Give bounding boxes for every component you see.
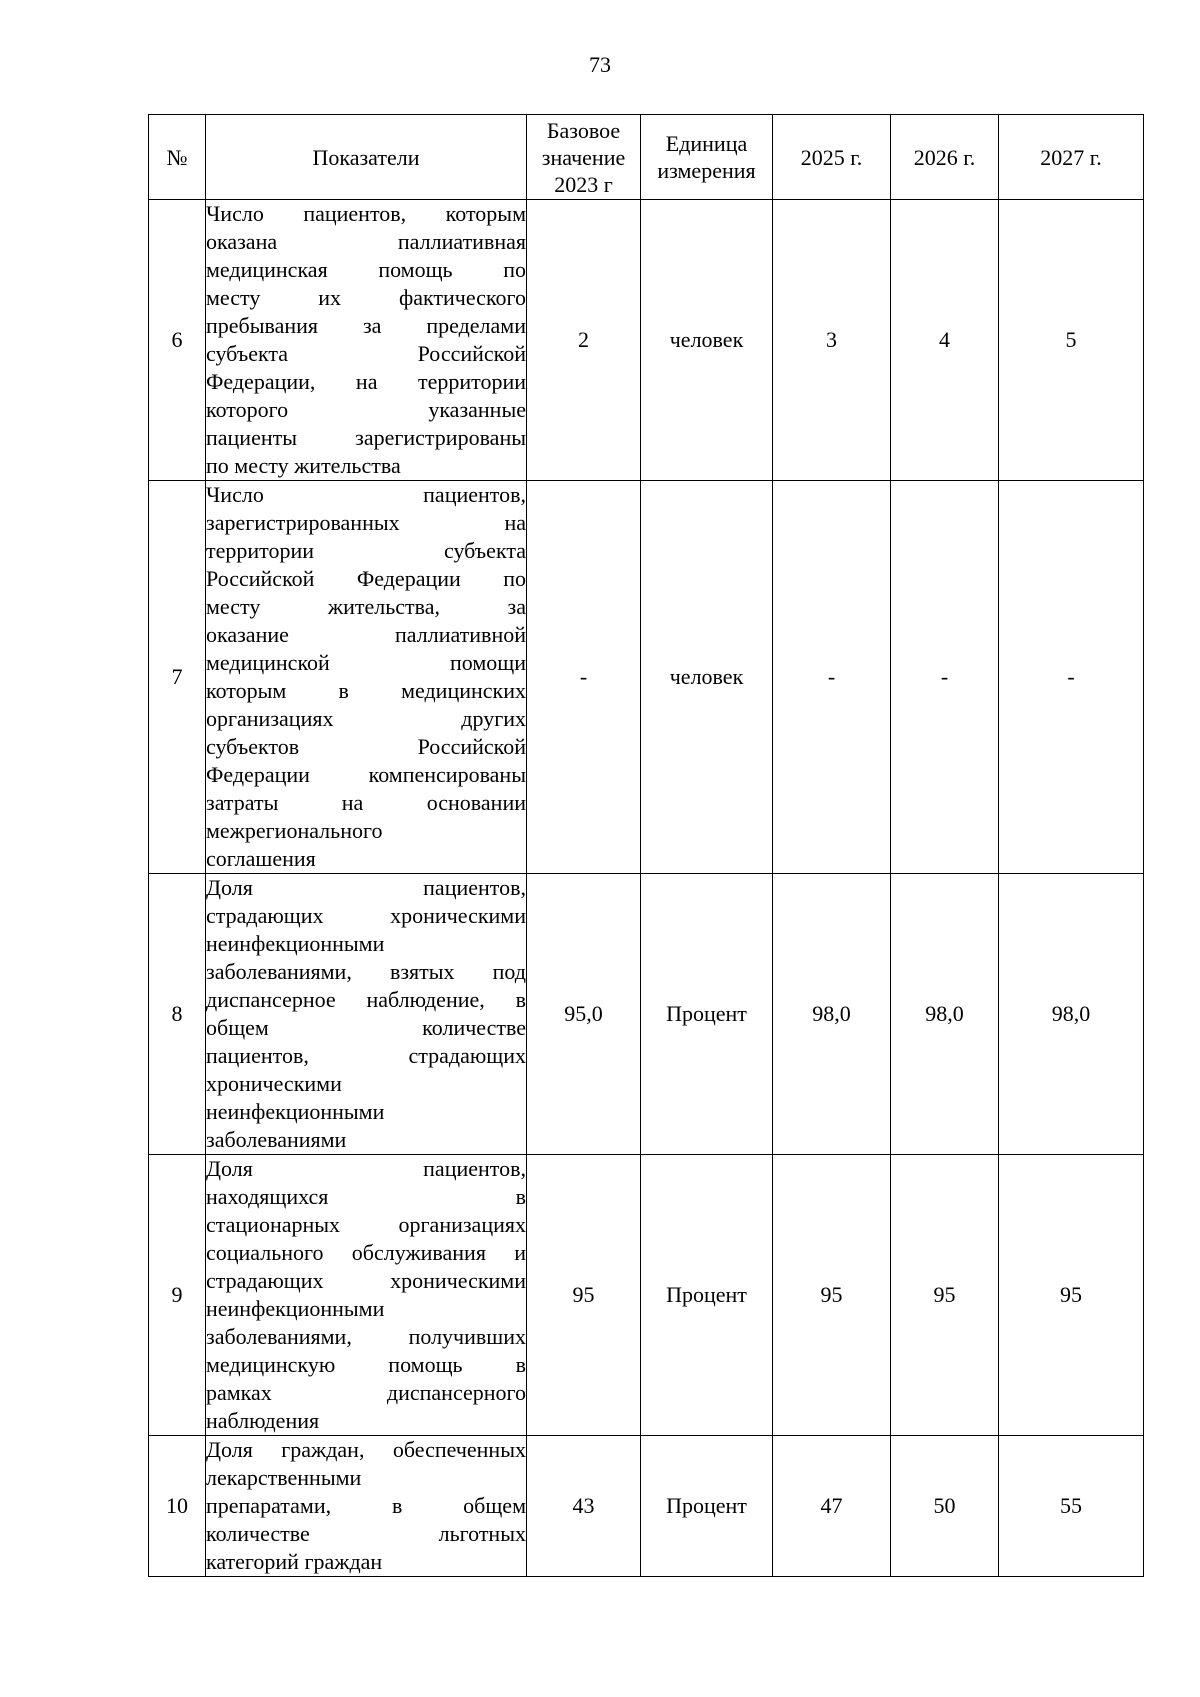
indicator-text-line: Федерации, на территории xyxy=(206,369,526,394)
indicator-name-cell xyxy=(206,481,527,874)
value-2025-cell: - xyxy=(773,481,891,874)
base-value-cell: 43 xyxy=(527,1436,641,1577)
indicator-text-line: Российской Федерации по xyxy=(206,566,526,591)
indicator-text-line: Доля граждан, обеспеченных xyxy=(206,1437,526,1462)
indicator-text-line: общем количестве xyxy=(206,1015,526,1040)
table-row xyxy=(149,200,1144,481)
value-2027-cell: - xyxy=(999,481,1144,874)
value-2025-cell: 95 xyxy=(773,1155,891,1436)
table-row xyxy=(149,1436,1144,1577)
indicator-text-line: субъекта Российской xyxy=(206,341,526,366)
value-2027-cell: 95 xyxy=(999,1155,1144,1436)
indicator-text-line: оказание паллиативной xyxy=(206,622,526,647)
indicator-text-line: неинфекционными xyxy=(206,1296,385,1321)
indicator-text-line: месту их фактического xyxy=(206,285,526,310)
header-2025: 2025 г. xyxy=(773,115,891,200)
indicator-name-cell xyxy=(206,1155,527,1436)
header-2026: 2026 г. xyxy=(891,115,999,200)
table-body xyxy=(149,200,1144,1577)
unit-cell: Процент xyxy=(641,874,773,1155)
indicator-text-line: категорий граждан xyxy=(206,1549,383,1574)
indicator-text-line: оказана паллиативная xyxy=(206,229,526,254)
base-value-cell: 2 xyxy=(527,200,641,481)
indicator-text-line: организациях других xyxy=(206,706,526,731)
header-indicator: Показатели xyxy=(206,115,527,200)
table-row xyxy=(149,1155,1144,1436)
indicator-text-line: неинфекционными xyxy=(206,931,385,956)
base-value-cell: - xyxy=(527,481,641,874)
unit-cell: человек xyxy=(641,481,773,874)
page-number: 73 xyxy=(589,52,611,77)
indicator-name-cell xyxy=(206,200,527,481)
indicator-text-line: которого указанные xyxy=(206,397,526,422)
indicator-text-line: межрегионального xyxy=(206,818,383,843)
header-2027: 2027 г. xyxy=(999,115,1144,200)
value-2027-cell: 98,0 xyxy=(999,874,1144,1155)
indicator-text-line: затраты на основании xyxy=(206,790,526,815)
value-2025-cell: 3 xyxy=(773,200,891,481)
header-base-value xyxy=(527,115,641,200)
value-2025-cell: 47 xyxy=(773,1436,891,1577)
unit-cell: Процент xyxy=(641,1155,773,1436)
indicator-text-line: социального обслуживания и xyxy=(206,1240,526,1265)
indicator-text-line: пациентов, страдающих xyxy=(206,1043,526,1068)
table-row xyxy=(149,481,1144,874)
indicator-text-line: стационарных организациях xyxy=(206,1212,526,1237)
row-number-cell: 10 xyxy=(149,1436,206,1577)
row-number-cell: 7 xyxy=(149,481,206,874)
base-value-cell: 95,0 xyxy=(527,874,641,1155)
row-number-cell: 8 xyxy=(149,874,206,1155)
indicators-table xyxy=(148,114,1144,1577)
indicator-text-line: субъектов Российской xyxy=(206,734,526,759)
indicator-text-line: препаратами, в общем xyxy=(206,1493,526,1518)
indicator-text-line: страдающих хроническими xyxy=(206,1268,526,1293)
indicator-text-line: которым в медицинских xyxy=(206,678,526,703)
indicator-text-line: заболеваниями, взятых под xyxy=(206,959,526,984)
indicator-text-line: диспансерное наблюдение, в xyxy=(206,987,526,1012)
indicator-text-line: заболеваниями, получивших xyxy=(206,1324,526,1349)
indicator-text-line: количестве льготных xyxy=(206,1521,526,1546)
header-unit-line: Единица xyxy=(665,131,748,156)
indicator-text-line: медицинскую помощь в xyxy=(206,1352,526,1377)
indicator-text-line: Число пациентов, которым xyxy=(206,201,526,226)
indicator-text-line: находящихся в xyxy=(206,1184,526,1209)
indicator-text-line: рамках диспансерного xyxy=(206,1380,526,1405)
value-2025-cell: 98,0 xyxy=(773,874,891,1155)
indicator-text-line: лекарственными xyxy=(206,1465,362,1490)
indicator-text-line: страдающих хроническими xyxy=(206,903,526,928)
header-base-line: 2023 г xyxy=(554,171,613,197)
indicator-text-line: Доля пациентов, xyxy=(206,1156,526,1181)
header-unit xyxy=(641,115,773,200)
value-2026-cell: 50 xyxy=(891,1436,999,1577)
header-number: № xyxy=(149,115,206,200)
header-base-line: Базовое xyxy=(546,117,621,143)
indicator-text-line: Федерации компенсированы xyxy=(206,762,526,787)
value-2026-cell: 4 xyxy=(891,200,999,481)
indicator-text-line: по месту жительства xyxy=(206,453,401,478)
indicator-text-line: месту жительства, за xyxy=(206,594,526,619)
indicator-text-line: зарегистрированных на xyxy=(206,510,526,535)
indicator-text-line: медицинской помощи xyxy=(206,650,526,675)
indicator-text-line: Число пациентов, xyxy=(206,482,526,507)
indicator-text-line: наблюдения xyxy=(206,1408,320,1433)
value-2026-cell: 98,0 xyxy=(891,874,999,1155)
indicator-text-line: соглашения xyxy=(206,846,316,871)
value-2026-cell: - xyxy=(891,481,999,874)
indicator-name-cell xyxy=(206,874,527,1155)
row-number-cell: 6 xyxy=(149,200,206,481)
base-value-cell: 95 xyxy=(527,1155,641,1436)
indicator-text-line: Доля пациентов, xyxy=(206,875,526,900)
header-unit-line: измерения xyxy=(657,158,756,183)
indicator-text-line: территории субъекта xyxy=(206,538,526,563)
table-header-row xyxy=(149,115,1144,200)
indicator-text-line: медицинская помощь по xyxy=(206,257,526,282)
indicator-text-line: заболеваниями xyxy=(206,1127,347,1152)
indicator-name-cell xyxy=(206,1436,527,1577)
unit-cell: Процент xyxy=(641,1436,773,1577)
value-2027-cell: 5 xyxy=(999,200,1144,481)
header-base-line: значение xyxy=(541,144,626,170)
indicator-text-line: хроническими xyxy=(206,1071,342,1096)
indicator-text-line: пребывания за пределами xyxy=(206,313,526,338)
unit-cell: человек xyxy=(641,200,773,481)
row-number-cell: 9 xyxy=(149,1155,206,1436)
value-2027-cell: 55 xyxy=(999,1436,1144,1577)
indicator-text-line: неинфекционными xyxy=(206,1099,385,1124)
table-row xyxy=(149,874,1144,1155)
value-2026-cell: 95 xyxy=(891,1155,999,1436)
indicator-text-line: пациенты зарегистрированы xyxy=(206,425,526,450)
